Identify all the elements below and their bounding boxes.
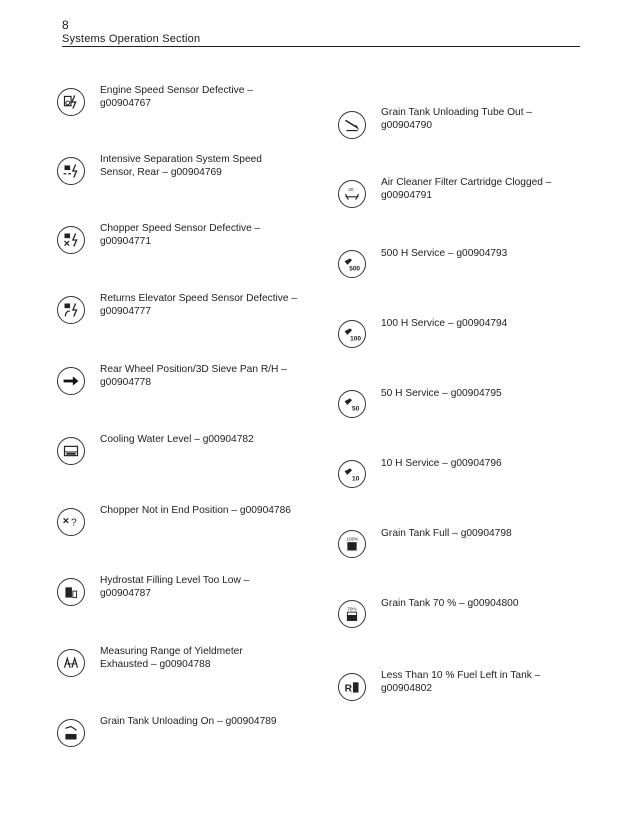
caption-code: g00904794 xyxy=(456,318,508,329)
caption-title-line2 xyxy=(100,167,300,180)
wrench-10-icon-text: 10 xyxy=(352,475,360,483)
unloading-tube-icon xyxy=(338,111,366,139)
caption-title-line xyxy=(381,248,581,261)
fuel-low-icon-text: R xyxy=(344,683,352,695)
caption-code: g00904767 xyxy=(100,97,151,109)
chopper-speed-sensor-caption xyxy=(100,223,300,248)
caption-dash: – xyxy=(447,318,454,329)
caption-title: Returns Elevator Speed Sensor Defective – xyxy=(100,293,298,304)
engine-speed-sensor-icon xyxy=(57,88,85,116)
yieldmeter-icon xyxy=(57,649,85,677)
grain-tank-full-caption xyxy=(381,528,581,541)
caption-title: Air Cleaner Filter Cartridge Clogged – xyxy=(381,177,552,188)
caption-dash: – xyxy=(442,458,448,469)
caption-title: Grain Tank Full xyxy=(381,528,450,539)
caption-dash: – xyxy=(442,388,448,399)
caption-title: 50 H Service xyxy=(381,388,440,399)
caption-title: Cooling Water Level xyxy=(100,434,192,445)
caption-dash: – xyxy=(452,528,458,539)
caption-title: Grain Tank Unloading Tube Out – xyxy=(381,107,533,118)
grain-tank-70-icon-text: 70% xyxy=(347,606,357,612)
caption-title-line xyxy=(381,388,581,401)
caption-title: 10 H Service xyxy=(381,458,440,469)
caption-code: g00904787 xyxy=(100,587,151,599)
caption-code: g00904769 xyxy=(170,166,222,178)
caption-title-line xyxy=(100,505,330,518)
caption-title: Engine Speed Sensor Defective – xyxy=(100,85,253,96)
separation-speed-sensor-icon xyxy=(57,157,85,185)
unloading-tube-caption xyxy=(381,107,581,132)
service-10-caption xyxy=(381,458,581,471)
chopper-speed-sensor-icon xyxy=(57,226,85,254)
caption-title-line2 xyxy=(100,659,300,672)
caption-title: Intensive Separation System Speed xyxy=(100,154,262,165)
caption-title-line xyxy=(381,598,581,611)
caption-code: g00904800 xyxy=(467,598,519,609)
caption-title-line xyxy=(381,318,581,331)
rear-wheel-caption xyxy=(100,364,300,389)
caption-title: Grain Tank Unloading On xyxy=(100,716,215,727)
caption-title-part: Sensor, Rear xyxy=(100,166,160,178)
grain-tank-full-icon xyxy=(338,530,366,558)
caption-code: g00904789 xyxy=(225,716,277,727)
caption-code: g00904793 xyxy=(456,248,508,259)
caption-title-line xyxy=(100,434,300,447)
svg-text:?: ? xyxy=(71,517,77,529)
hydrostat-level-caption xyxy=(100,575,300,600)
caption-dash: – xyxy=(231,505,238,516)
caption-code: g00904786 xyxy=(239,505,291,516)
grain-tank-70-icon xyxy=(338,600,366,628)
grain-tank-full-icon-text: 100% xyxy=(346,536,359,542)
caption-title: Less Than 10 % Fuel Left in Tank – xyxy=(381,670,541,681)
chopper-position-caption xyxy=(100,505,330,518)
caption-title: Measuring Range of Yieldmeter xyxy=(100,646,243,657)
grain-unloading-icon xyxy=(57,719,85,747)
air-cleaner-icon-text: 20 xyxy=(348,187,354,193)
caption-title-line xyxy=(100,716,330,729)
separation-speed-sensor-caption xyxy=(100,154,300,179)
cooling-water-icon xyxy=(57,437,85,465)
returns-elevator-sensor-icon xyxy=(57,296,85,324)
caption-title: Hydrostat Filling Level Too Low – xyxy=(100,575,250,586)
caption-title: Grain Tank 70 % xyxy=(381,598,457,609)
air-cleaner-icon xyxy=(338,180,366,208)
arrow-right-icon xyxy=(57,367,85,395)
wrench-500-icon-text: 500 xyxy=(349,265,361,273)
caption-dash: – xyxy=(447,248,454,259)
caption-title: Chopper Not in End Position xyxy=(100,505,229,516)
caption-code: g00904798 xyxy=(460,528,512,539)
caption-title: 100 H Service xyxy=(381,318,445,329)
wrench-500-icon xyxy=(338,250,366,278)
caption-title: Chopper Speed Sensor Defective – xyxy=(100,223,261,234)
cooling-water-caption xyxy=(100,434,300,447)
service-100-caption xyxy=(381,318,581,331)
service-500-caption xyxy=(381,248,581,261)
fuel-low-icon xyxy=(338,673,366,701)
air-cleaner-caption xyxy=(381,177,571,202)
grain-tank-70-caption xyxy=(381,598,581,611)
caption-dash: – xyxy=(217,716,223,727)
caption-dash: – xyxy=(162,166,168,178)
wrench-100-icon-text: 100 xyxy=(350,335,362,343)
caption-title-line xyxy=(381,528,581,541)
caption-title: Rear Wheel Position/3D Sieve Pan R/H – xyxy=(100,364,287,375)
page-number: 8 xyxy=(62,18,69,32)
engine-speed-sensor-caption xyxy=(100,85,300,110)
caption-code: g00904791 xyxy=(381,189,432,201)
caption-code: g00904782 xyxy=(202,434,254,445)
section-title: Systems Operation Section xyxy=(62,33,201,45)
caption-title: 500 H Service xyxy=(381,248,445,259)
wrench-50-icon xyxy=(338,390,366,418)
caption-code: g00904795 xyxy=(450,388,502,399)
caption-code: g00904777 xyxy=(100,305,151,317)
header-rule xyxy=(62,46,580,47)
wrench-50-icon-text: 50 xyxy=(352,405,360,413)
caption-code: g00904771 xyxy=(100,235,151,247)
yieldmeter-caption xyxy=(100,646,300,671)
service-50-caption xyxy=(381,388,581,401)
caption-code: g00904796 xyxy=(450,458,502,469)
caption-title-part: Exhausted xyxy=(100,658,149,670)
fuel-low-caption xyxy=(381,670,581,695)
caption-title-line xyxy=(381,458,581,471)
returns-elevator-sensor-caption xyxy=(100,293,310,318)
chopper-position-icon xyxy=(57,508,85,536)
caption-dash: – xyxy=(194,434,200,445)
caption-dash: – xyxy=(458,598,465,609)
caption-code: g00904778 xyxy=(100,376,151,388)
caption-code: g00904802 xyxy=(381,682,432,694)
wrench-100-icon xyxy=(338,320,366,348)
grain-unloading-caption xyxy=(100,716,330,729)
hydrostat-level-icon xyxy=(57,578,85,606)
wrench-10-icon xyxy=(338,460,366,488)
caption-code: g00904788 xyxy=(159,658,211,670)
caption-code: g00904790 xyxy=(381,119,432,131)
caption-dash: – xyxy=(151,658,157,670)
